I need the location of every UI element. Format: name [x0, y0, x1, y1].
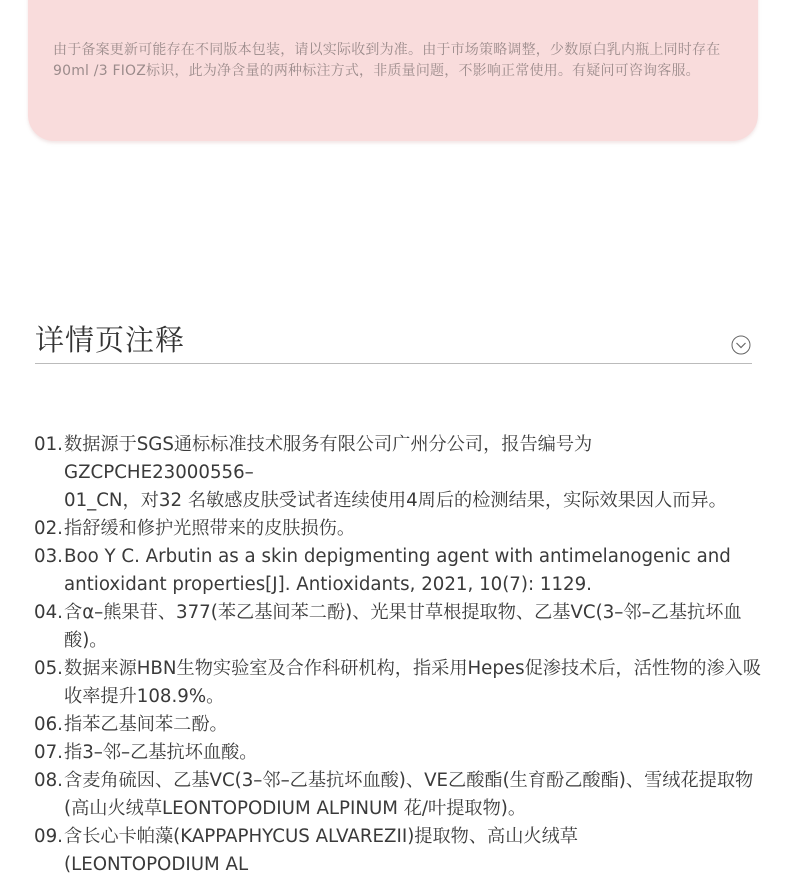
annotation-text: 含麦角硫因、乙基VC(3–邻–乙基抗坏血酸)、VE乙酸酯(生育酚乙酸酯)、雪绒花提取物(高山火绒草LEONTOPODIUM ALPINUM 花/叶提取物)。: [64, 770, 754, 819]
annotation-item: [34, 655, 762, 711]
annotation-number: 07.: [34, 742, 63, 763]
annotation-number: 06.: [34, 714, 63, 735]
annotation-item: [34, 543, 762, 599]
annotation-text: 含长心卡帕藻(KAPPAPHYCUS ALVAREZII)提取物、高山火绒草 (LEONTOPODIUM AL: [64, 826, 578, 875]
annotation-item: [34, 431, 762, 515]
annotation-number: 04.: [34, 602, 63, 623]
annotation-number: 08.: [34, 770, 63, 791]
annotation-item: [34, 739, 762, 767]
packaging-notice-text: 由于备案更新可能存在不同版本包装，请以实际收到为准。由于市场策略调整，少数原白乳内瓶上同时存在90ml /3 FIOZ标识，此为净含量的两种标注方式，非质量问题，不影响正常使用。有疑问可咨询客服。: [53, 42, 721, 79]
annotation-text: 指3–邻–乙基抗坏血酸。: [64, 742, 258, 763]
annotation-list: [34, 431, 762, 879]
annotation-text: Boo Y C. Arbutin as a skin depigmenting agent with antimelanogenic and antioxidant properties[J]. Antioxidants, 2021, 10(7): 1129.: [64, 546, 731, 595]
annotation-text: 指舒缓和修护光照带来的皮肤损伤。: [64, 518, 356, 539]
annotation-number: 01.: [34, 434, 63, 455]
annotation-number: 02.: [34, 518, 63, 539]
annotation-text: 指苯乙基间苯二酚。: [64, 714, 228, 735]
packaging-notice-card: [28, 0, 758, 141]
annotation-text: 数据源于SGS通标标准技术服务有限公司广州分公司，报告编号为 GZCPCHE23000556– 01_CN，对32 名敏感皮肤受试者连续使用4周后的检测结果，实际效果因人而异。: [64, 434, 727, 511]
annotation-item: [34, 599, 762, 655]
section-divider: [35, 363, 752, 364]
section-title: 详情页注释: [35, 323, 186, 357]
annotation-number: 09.: [34, 826, 63, 847]
annotation-text: 含α–熊果苷、377(苯乙基间苯二酚)、光果甘草根提取物、乙基VC(3–邻–乙基抗坏血酸)。: [64, 602, 742, 651]
annotation-item: [34, 711, 762, 739]
annotation-text: 数据来源HBN生物实验室及合作科研机构，指采用Hepes促渗技术后，活性物的渗入吸收率提升108.9%。: [64, 658, 762, 707]
annotation-item: [34, 767, 762, 823]
annotation-number: 05.: [34, 658, 63, 679]
chevron-down-circle-icon[interactable]: [731, 335, 751, 355]
annotation-item: [34, 515, 762, 543]
annotation-item: [34, 823, 762, 879]
annotation-number: 03.: [34, 546, 63, 567]
